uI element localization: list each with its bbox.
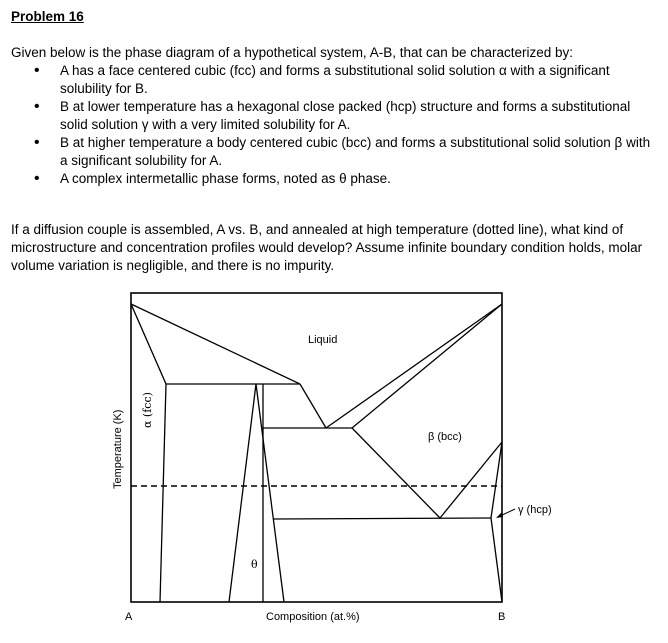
phase-boundaries — [131, 304, 502, 602]
list-item: • B at lower temperature has a hexagonal close packed (hcp) structure and forms a substitutional solid solution γ with a very limited solubility for A. — [60, 98, 660, 134]
gamma-arrowhead — [496, 512, 503, 518]
question-text: If a diffusion couple is assembled, A vs. B, and annealed at high temperature (dotted line), what kind of microstructure and concentration profiles would develop? Assume infinite boundary condition holds, molar volume variation is negligible, and there is no impurity. — [11, 222, 643, 273]
liquid-label: Liquid — [308, 334, 338, 346]
a-axis-label: A — [125, 611, 133, 623]
beta-label: β (bcc) — [428, 431, 462, 443]
y-axis-label: Temperature (K) — [112, 409, 124, 489]
theta-label: θ — [251, 558, 258, 571]
list-item: • A complex intermetallic phase forms, noted as θ phase. — [60, 170, 660, 188]
list-item: • B at higher temperature a body centered cubic (bcc) and forms a substitutional solid solution β with a significant solubility for A. — [60, 134, 660, 170]
problem-title: Problem 16 — [11, 9, 84, 24]
alpha-label: α (fcc) — [141, 392, 154, 428]
x-axis-label: Composition (at.%) — [266, 611, 360, 623]
list-item: • A has a face centered cubic (fcc) and forms a substitutional solid solution α with a significant solubility for B. — [60, 62, 660, 98]
intro-text: Given below is the phase diagram of a hypothetical system, A-B, that can be characterized by: — [11, 45, 574, 60]
gamma-label: γ (hcp) — [518, 504, 552, 516]
b-axis-label: B — [498, 611, 506, 623]
